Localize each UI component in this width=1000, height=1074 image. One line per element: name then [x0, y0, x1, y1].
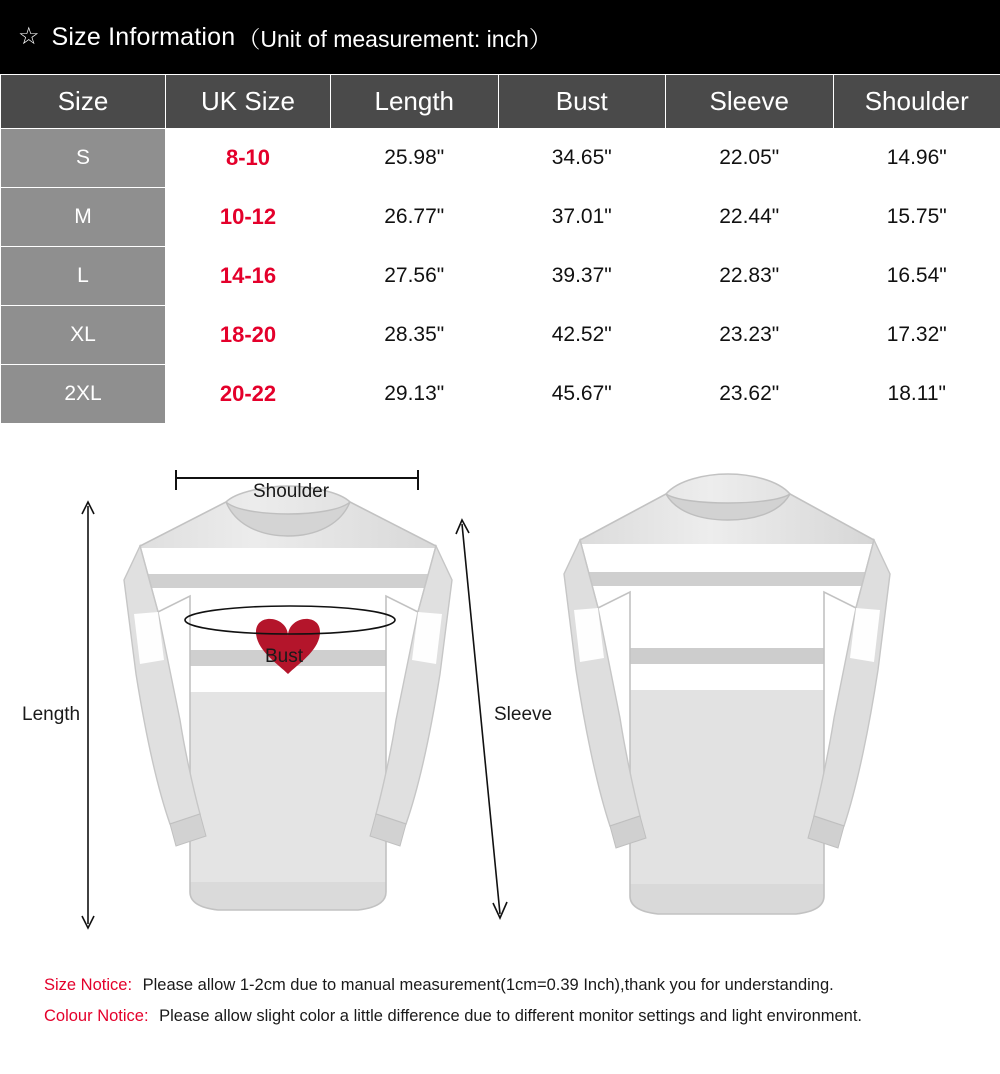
star-icon: ☆ [18, 23, 40, 50]
column-header-length: Length [331, 75, 499, 129]
cell-bust: 39.37" [498, 247, 666, 306]
size-notice-row [44, 976, 1000, 995]
size-notice-label: Size Notice: [44, 976, 133, 994]
cell-size: 2XL [1, 365, 166, 424]
cell-shoulder: 18.11" [833, 365, 1000, 424]
column-header-size: Size [1, 75, 166, 129]
cell-shoulder: 17.32" [833, 306, 1000, 365]
measurement-diagram [0, 424, 1000, 964]
cell-shoulder: 14.96" [833, 129, 1000, 188]
table-row [1, 247, 1000, 306]
colour-notice-label: Colour Notice: [44, 1007, 149, 1025]
colour-notice-row [44, 1007, 1000, 1026]
measurement-guides [0, 424, 1000, 964]
cell-sleeve: 23.62" [666, 365, 834, 424]
sleeve-label: Sleeve [494, 704, 553, 725]
cell-length: 26.77" [331, 188, 499, 247]
unit-of-measurement-note: （Unit of measurement: inch） [237, 25, 552, 52]
cell-bust: 37.01" [498, 188, 666, 247]
cell-length: 29.13" [331, 365, 499, 424]
cell-sleeve: 22.44" [666, 188, 834, 247]
cell-uk-size: 14-16 [166, 247, 331, 306]
column-header-shoulder: Shoulder [833, 75, 1000, 129]
cell-uk-size: 10-12 [166, 188, 331, 247]
column-header-sleeve: Sleeve [666, 75, 834, 129]
cell-sleeve: 23.23" [666, 306, 834, 365]
cell-sleeve: 22.05" [666, 129, 834, 188]
table-row [1, 129, 1000, 188]
size-notice-text: Please allow 1-2cm due to manual measurement(1cm=0.39 Inch),thank you for understanding. [142, 976, 834, 994]
notices-section [0, 964, 1000, 1026]
cell-uk-size: 20-22 [166, 365, 331, 424]
shoulder-label: Shoulder [253, 481, 330, 502]
cell-sleeve: 22.83" [666, 247, 834, 306]
table-row [1, 306, 1000, 365]
length-label: Length [22, 704, 81, 725]
cell-size: L [1, 247, 166, 306]
cell-length: 25.98" [331, 129, 499, 188]
cell-size: S [1, 129, 166, 188]
size-chart-table [0, 74, 1000, 424]
cell-size: M [1, 188, 166, 247]
cell-bust: 45.67" [498, 365, 666, 424]
column-header-uk-size: UK Size [166, 75, 331, 129]
cell-shoulder: 15.75" [833, 188, 1000, 247]
table-row [1, 365, 1000, 424]
cell-shoulder: 16.54" [833, 247, 1000, 306]
cell-bust: 34.65" [498, 129, 666, 188]
cell-length: 28.35" [331, 306, 499, 365]
cell-length: 27.56" [331, 247, 499, 306]
bust-label: Bust [265, 646, 304, 667]
table-row [1, 188, 1000, 247]
page-title: Size Information [51, 22, 236, 51]
size-information-header [0, 0, 1000, 74]
cell-uk-size: 8-10 [166, 129, 331, 188]
cell-uk-size: 18-20 [166, 306, 331, 365]
table-header-row [1, 75, 1000, 129]
cell-size: XL [1, 306, 166, 365]
cell-bust: 42.52" [498, 306, 666, 365]
colour-notice-text: Please allow slight color a little difference due to different monitor settings and light environment. [159, 1007, 863, 1025]
column-header-bust: Bust [498, 75, 666, 129]
